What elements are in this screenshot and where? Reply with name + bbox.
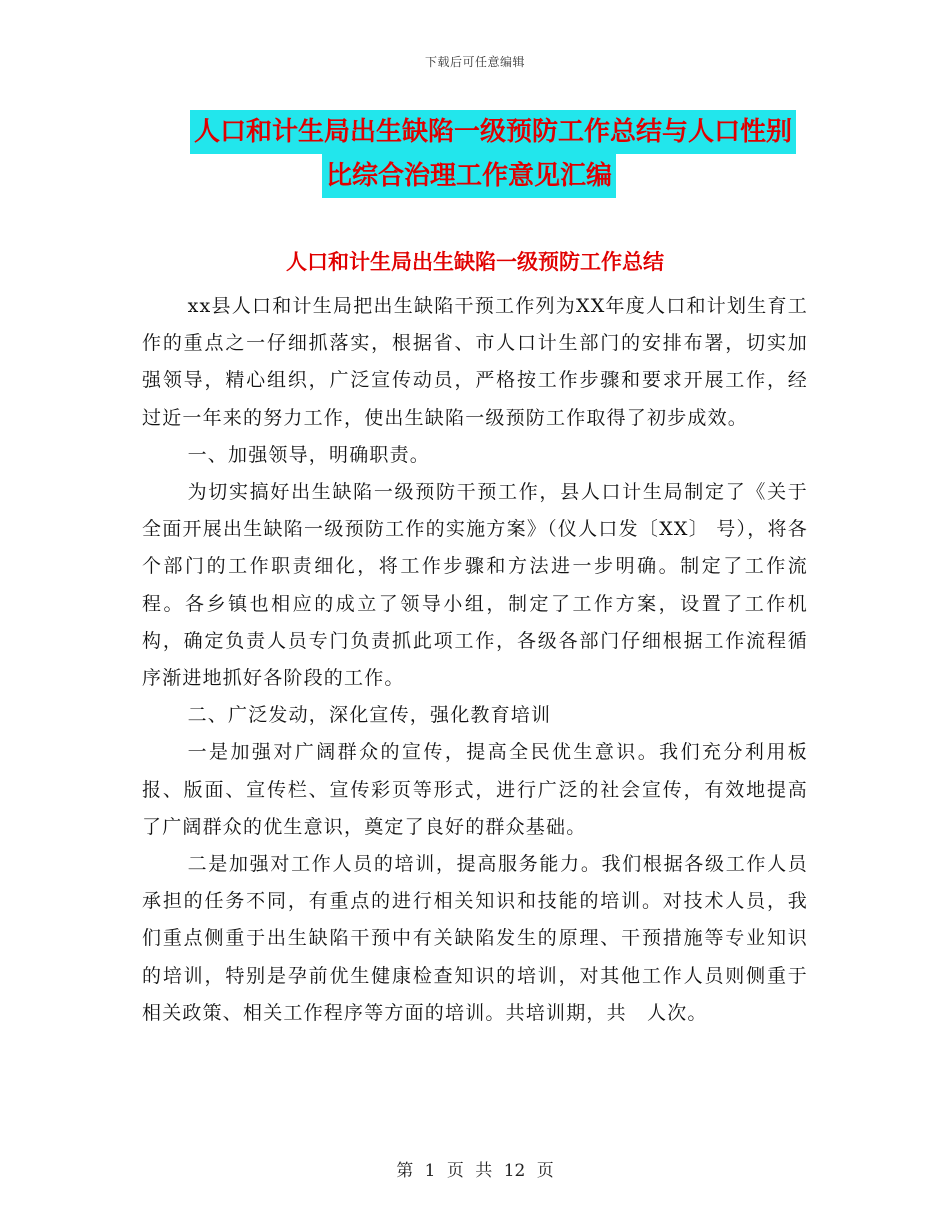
paragraph-intro: xx县人口和计生局把出生缺陷干预工作列为XX年度人口和计划生育工作的重点之一仔细抓落实，根据省、市人口计生部门的安排布署，切实加强领导，精心组织，广泛宣传动员，严格按工作步骤和要求开展工作，经过近一年来的努力工作，使出生缺陷一级预防工作取得了初步成效。 — [142, 295, 808, 429]
document-title — [190, 110, 830, 198]
page-footer: 第 1 页 共 12 页 — [396, 1161, 554, 1181]
paragraph-leadership: 为切实搞好出生缺陷一级预防干预工作，县人口计生局制定了《关于全面开展出生缺陷一级预防工作的实施方案》（仪人口发〔XX〕 号），将各个部门的工作职责细化，将工作步骤和方法进一步明确。制定了工作流程。各乡镇也相应的成立了领导小组，制定了工作方案，设置了工作机构，确定负责人员专门负责抓此项工作，各级各部门仔细根据工作流程循序渐进地抓好各阶段的工作。 — [142, 481, 808, 690]
header-note: 下载后可任意编辑 — [424, 55, 525, 69]
document-body — [142, 288, 808, 1032]
paragraph-publicity: 一是加强对广阔群众的宣传，提高全民优生意识。我们充分利用板报、版面、宣传栏、宣传彩页等形式，进行广泛的社会宣传，有效地提高了广阔群众的优生意识，奠定了良好的群众基础。 — [142, 741, 808, 838]
section-subtitle: 人口和计生局出生缺陷一级预防工作总结 — [286, 250, 664, 274]
paragraph-training: 二是加强对工作人员的培训，提高服务能力。我们根据各级工作人员承担的任务不同，有重点的进行相关知识和技能的培训。对技术人员，我们重点侧重于出生缺陷干预中有关缺陷发生的原理、干预措施等专业知识的培训，特别是孕前优生健康检查知识的培训，对其他工作人员则侧重于相关政策、相关工作程序等方面的培训。共培训期，共 人次。 — [142, 853, 808, 1024]
title-line-2: 比综合治理工作意见汇编 — [322, 154, 616, 198]
title-line-1: 人口和计生局出生缺陷一级预防工作总结与人口性别 — [190, 110, 796, 154]
section-heading-1: 一、加强领导，明确职责。 — [187, 443, 430, 466]
section-heading-2: 二、广泛发动，深化宣传，强化教育培训 — [187, 704, 552, 727]
